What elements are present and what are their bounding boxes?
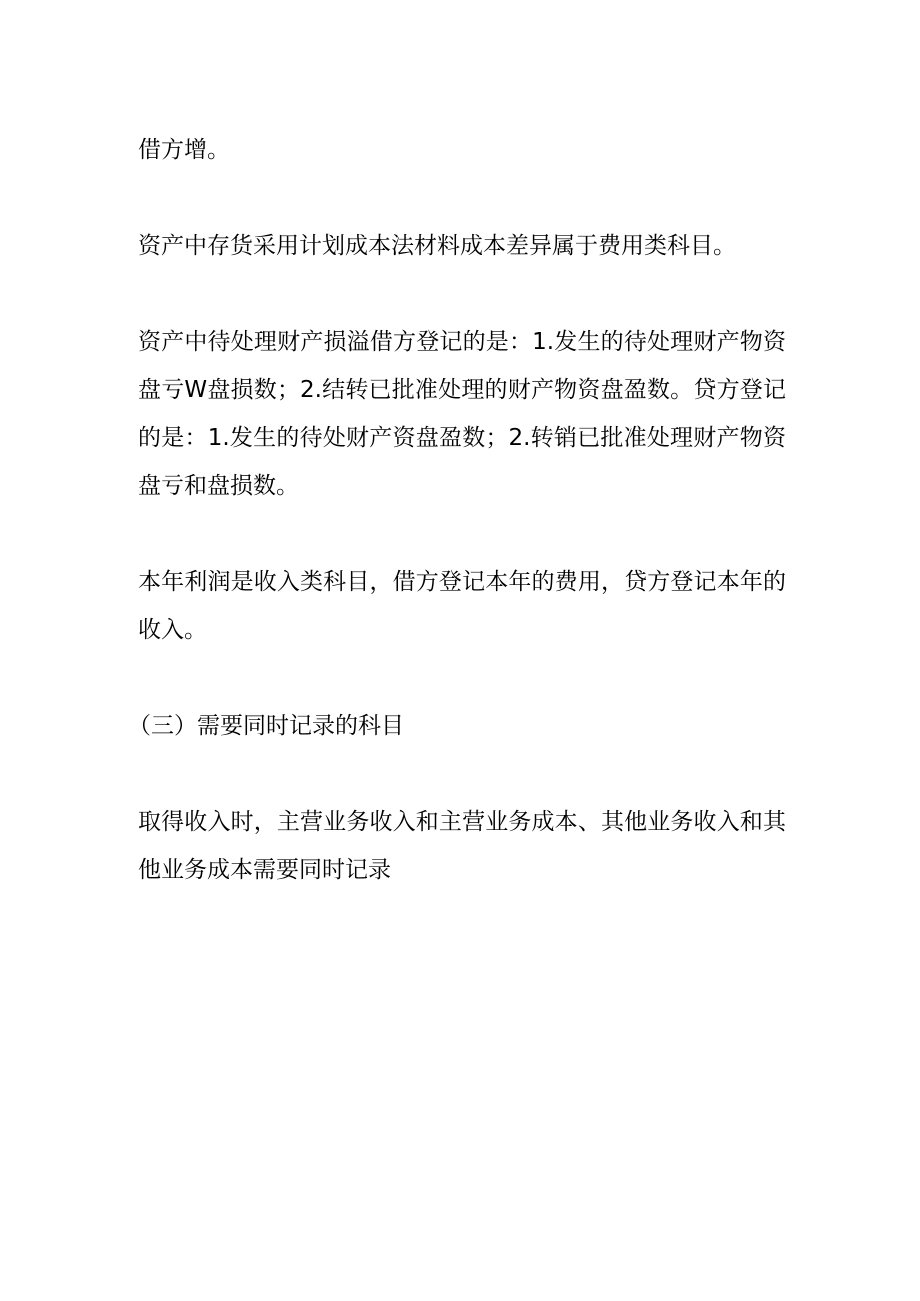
document-body: [128, 126, 786, 942]
section-heading: （三）需要同时记录的科目: [128, 713, 404, 739]
paragraph-debit-increase: 借方增。: [138, 137, 230, 163]
paragraph-current-year-profit: 本年利润是收入类科目，借方登记本年的费用，贷方登记本年的收入。: [138, 569, 786, 643]
paragraph-inventory-variance: 资产中存货采用计划成本法材料成本差异属于费用类科目。: [138, 233, 736, 259]
paragraph-simultaneous-records: 取得收入时，主营业务收入和主营业务成本、其他业务收入和其他业务成本需要同时记录: [138, 809, 786, 883]
paragraph-pending-assets: 资产中待处理财产损溢借方登记的是：1.发生的待处理财产物资盘亏W盘损数；2.结转已批准处理的财产物资盘盈数。贷方登记的是：1.发生的待处财产资盘盈数；2.转销已批准处理财产物资盘亏和盘损数。: [138, 329, 786, 499]
